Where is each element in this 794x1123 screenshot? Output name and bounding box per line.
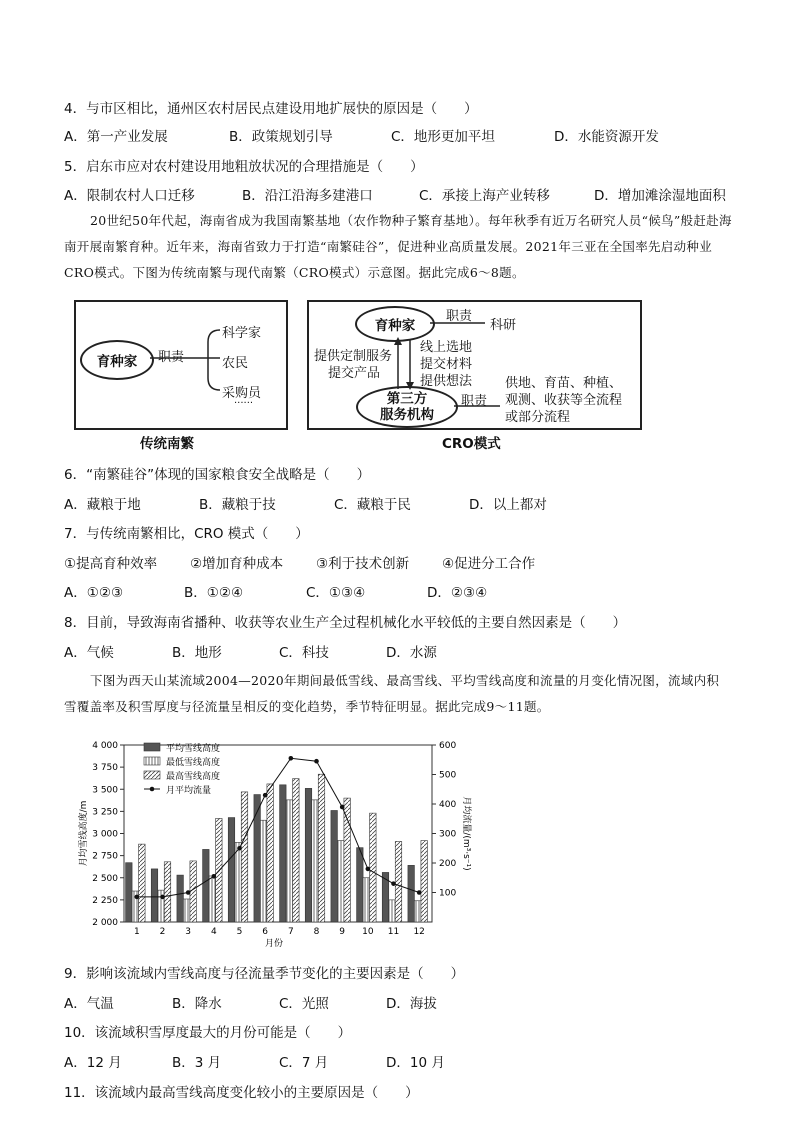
y-tick-label: 4 000 xyxy=(92,741,118,751)
q8-option-c: C．科技 xyxy=(279,645,329,661)
bar-3-5 xyxy=(241,792,248,922)
bar-2-4 xyxy=(209,876,216,922)
legend-label-2: 最低雪线高度 xyxy=(166,758,221,768)
third-party-line-2: 服务机构 xyxy=(380,407,434,423)
flow-point xyxy=(289,756,294,761)
q7-option-c: C．①③④ xyxy=(306,585,366,601)
q9-option-a: A．气温 xyxy=(64,996,114,1012)
flow-point xyxy=(186,890,191,895)
y-tick-label: 2 000 xyxy=(92,918,118,928)
legend-label-1: 平均雪线高度 xyxy=(166,744,221,754)
role-more: ······ xyxy=(234,398,254,409)
q7-item-3: ③利于技术创新 xyxy=(316,556,410,572)
cro-right-line-1: 线上选地 xyxy=(420,340,473,355)
cro-breeder-task: 科研 xyxy=(490,318,517,333)
x-tick-label: 5 xyxy=(236,927,243,937)
bar-2-3 xyxy=(183,899,190,922)
y2-tick-label: 500 xyxy=(439,770,457,781)
q5-stem: 5．启东市应对农村建设用地粗放状况的合理措施是（ ） xyxy=(64,159,424,175)
q10-option-b: B．3 月 xyxy=(172,1055,222,1071)
q7-item-4: ④促进分工合作 xyxy=(442,556,536,572)
cro-right-line-3: 提供想法 xyxy=(420,374,473,389)
x-tick-label: 4 xyxy=(210,927,217,937)
role-farmer: 农民 xyxy=(222,356,249,371)
x-tick-label: 2 xyxy=(159,927,166,937)
bar-1-10 xyxy=(357,848,364,922)
y2-tick-label: 200 xyxy=(439,859,457,869)
q8-option-d: D．水源 xyxy=(386,645,437,661)
role-buyer: 采购员 xyxy=(222,386,262,401)
x-tick-label: 3 xyxy=(185,927,192,937)
y2-axis-label: 月均流量/(m³·s⁻¹) xyxy=(461,796,471,871)
bar-3-8 xyxy=(318,774,325,922)
q4-option-b: B．政策规划引导 xyxy=(229,129,333,145)
bar-2-7 xyxy=(286,800,293,922)
y-tick-label: 3 500 xyxy=(92,785,118,796)
q8-option-a: A．气候 xyxy=(64,645,114,661)
y-tick-label: 2 500 xyxy=(92,873,118,884)
q8-option-b: B．地形 xyxy=(172,645,222,661)
bar-1-4 xyxy=(203,849,210,922)
x-tick-label: 11 xyxy=(387,927,400,937)
q10-option-c: C．7 月 xyxy=(279,1055,329,1071)
bar-1-1 xyxy=(126,863,133,922)
q7-option-a: A．①②③ xyxy=(64,585,124,601)
legend-swatch-3 xyxy=(144,771,160,779)
bar-3-2 xyxy=(164,862,171,922)
q7-stem: 7．与传统南繁相比，CRO 模式（ ） xyxy=(64,526,309,542)
y2-tick-label: 600 xyxy=(439,741,457,751)
y-tick-label: 2 750 xyxy=(92,851,118,862)
y2-tick-label: 400 xyxy=(439,800,457,810)
flow-point xyxy=(135,895,140,900)
role-scientist: 科学家 xyxy=(222,326,262,341)
q5-option-a: A．限制农村人口迁移 xyxy=(64,188,195,204)
passage-nanfan: 20世纪50年代起，海南省成为我国南繁基地（农作物种子繁育基地）。每年秋季有近万名研究人员“候鸟”般赶赴海南开展南繁育种。近年来，海南省致力于打造“南繁硅谷”，促进种业高质量发展。2021年三亚在全国率先启动种业CRO模式。下图为传统南繁与现代南繁（CRO模式）示意图。据此完成6～8题。 xyxy=(64,213,732,280)
snowline-chart xyxy=(64,730,484,950)
q7-item-1: ①提高育种效率 xyxy=(64,556,158,572)
y-axis-label: 月均雪线高度/m xyxy=(79,800,89,867)
bar-3-3 xyxy=(190,861,197,922)
cro-third-duty: 职责 xyxy=(461,394,488,409)
bar-1-7 xyxy=(280,785,287,922)
third-party-line-1: 第三方 xyxy=(386,391,428,407)
q7-option-b: B．①②④ xyxy=(184,585,244,601)
bar-3-6 xyxy=(267,784,274,922)
flow-point xyxy=(391,881,396,886)
cro-third-task-2: 观测、收获等全流程 xyxy=(505,393,623,408)
cro-third-task-3: 或部分流程 xyxy=(505,410,571,425)
traditional-breeder: 育种家 xyxy=(80,340,154,380)
y-tick-label: 3 750 xyxy=(92,763,118,774)
legend-label-4: 月平均流量 xyxy=(166,786,212,796)
x-axis-label: 月份 xyxy=(264,939,284,949)
q10-option-d: D．10 月 xyxy=(386,1055,445,1071)
bar-1-6 xyxy=(254,795,261,922)
bar-1-8 xyxy=(305,788,312,922)
bar-3-12 xyxy=(421,841,428,922)
cro-caption: CRO模式 xyxy=(442,436,501,452)
y-tick-label: 3 000 xyxy=(92,829,118,840)
cro-breeder-duty: 职责 xyxy=(446,309,473,324)
q9-stem: 9．影响该流域内雪线高度与径流量季节变化的主要因素是（ ） xyxy=(64,966,465,982)
q6-stem: 6．“南繁硅谷”体现的国家粮食安全战略是（ ） xyxy=(64,467,371,483)
x-tick-label: 9 xyxy=(339,927,346,937)
bar-2-12 xyxy=(414,901,421,922)
q9-option-c: C．光照 xyxy=(279,996,329,1012)
legend-dot xyxy=(150,787,155,792)
bar-3-7 xyxy=(293,779,300,922)
q5-option-b: B．沿江沿海多建港口 xyxy=(242,188,373,204)
x-tick-label: 1 xyxy=(133,927,140,937)
flow-point xyxy=(263,793,268,798)
q9-option-b: B．降水 xyxy=(172,996,222,1012)
cro-third-party xyxy=(356,386,458,428)
bar-2-5 xyxy=(235,842,242,922)
q7-option-d: D．②③④ xyxy=(427,585,488,601)
q10-stem: 10．该流域积雪厚度最大的月份可能是（ ） xyxy=(64,1025,352,1041)
flow-point xyxy=(366,867,371,872)
passage-snowline: 下图为西天山某流域2004—2020年期间最低雪线、最高雪线、平均雪线高度和流量的月变化情况图，流域内积雪覆盖率及积雪厚度与径流量呈相反的变化趋势，季节特征明显。据此完成9～11题。 xyxy=(64,673,720,714)
q6-option-b: B．藏粮于技 xyxy=(199,497,276,513)
cro-right-line-2: 提交材料 xyxy=(420,357,473,372)
y2-tick-label: 300 xyxy=(439,829,457,840)
bar-1-3 xyxy=(177,875,184,922)
q4-option-c: C．地形更加平坦 xyxy=(391,129,495,145)
bar-3-10 xyxy=(370,813,377,922)
bar-1-9 xyxy=(331,810,338,922)
q5-option-d: D．增加滩涂湿地面积 xyxy=(594,188,726,204)
bar-1-12 xyxy=(408,865,415,922)
x-tick-label: 12 xyxy=(413,927,425,937)
flow-point xyxy=(417,890,422,895)
legend-swatch-2 xyxy=(144,757,160,765)
x-tick-label: 7 xyxy=(287,927,294,937)
flow-point xyxy=(340,805,345,810)
q6-option-a: A．藏粮于地 xyxy=(64,497,141,513)
bar-1-5 xyxy=(228,818,235,922)
cro-arrows xyxy=(390,337,420,391)
flow-point xyxy=(314,759,319,764)
traditional-caption: 传统南繁 xyxy=(140,436,194,452)
bar-3-11 xyxy=(395,841,402,922)
q4-option-d: D．水能资源开发 xyxy=(554,129,659,145)
traditional-connector xyxy=(150,318,230,408)
q5-option-c: C．承接上海产业转移 xyxy=(419,188,550,204)
q4-stem: 4．与市区相比，通州区农村居民点建设用地扩展快的原因是（ ） xyxy=(64,101,478,117)
flow-point xyxy=(237,846,242,851)
q6-option-d: D．以上都对 xyxy=(469,497,547,513)
x-tick-label: 8 xyxy=(313,927,320,937)
bar-2-10 xyxy=(363,878,370,922)
bar-3-9 xyxy=(344,798,351,922)
y-tick-label: 2 250 xyxy=(92,895,118,906)
flow-point xyxy=(160,895,165,900)
flow-point xyxy=(212,874,217,879)
q11-stem: 11．该流域内最高雪线高度变化较小的主要原因是（ ） xyxy=(64,1085,419,1101)
bar-2-8 xyxy=(312,800,319,922)
cro-breeder: 育种家 xyxy=(355,306,435,342)
cro-third-task-1: 供地、育苗、种植、 xyxy=(505,376,623,391)
legend-label-3: 最高雪线高度 xyxy=(166,772,221,782)
q6-option-c: C．藏粮于民 xyxy=(334,497,411,513)
bar-2-11 xyxy=(389,900,396,922)
traditional-duty: 职责 xyxy=(158,350,185,365)
q4-option-a: A．第一产业发展 xyxy=(64,129,168,145)
cro-left-line-1: 提供定制服务 xyxy=(314,349,393,364)
bar-1-2 xyxy=(151,869,158,922)
bar-3-1 xyxy=(139,844,146,922)
y-tick-label: 3 250 xyxy=(92,807,118,818)
q10-option-a: A．12 月 xyxy=(64,1055,122,1071)
bar-2-6 xyxy=(260,820,267,922)
q8-stem: 8．目前，导致海南省播种、收获等农业生产全过程机械化水平较低的主要自然因素是（ ） xyxy=(64,615,627,631)
bar-2-9 xyxy=(337,841,344,922)
q7-item-2: ②增加育种成本 xyxy=(190,556,284,572)
x-tick-label: 6 xyxy=(262,927,269,937)
y2-tick-label: 100 xyxy=(439,888,457,899)
x-tick-label: 10 xyxy=(362,927,374,937)
legend-swatch-1 xyxy=(144,743,160,751)
cro-left-line-2: 提交产品 xyxy=(328,366,381,381)
q9-option-d: D．海拔 xyxy=(386,996,437,1012)
